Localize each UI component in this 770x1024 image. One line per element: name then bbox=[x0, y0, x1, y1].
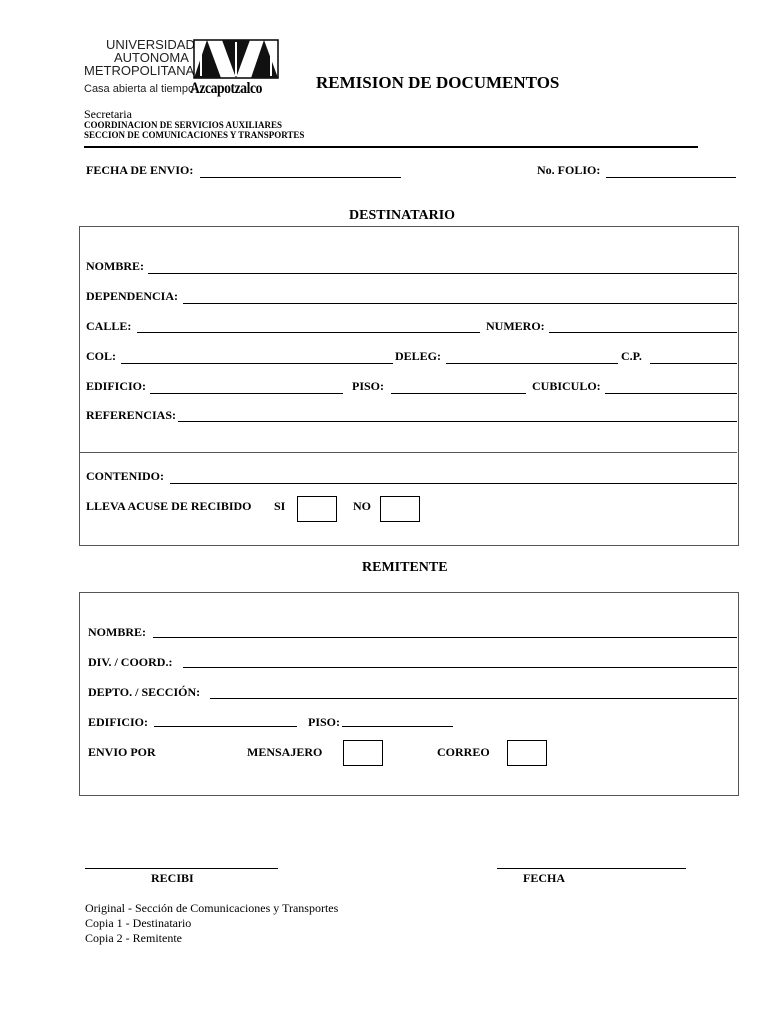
dest-col-field[interactable] bbox=[121, 363, 393, 364]
logo-tagline: Casa abierta al tiempo bbox=[84, 83, 195, 95]
mensajero-checkbox[interactable] bbox=[343, 740, 383, 766]
dest-nombre-label: NOMBRE: bbox=[86, 259, 144, 273]
folio-field[interactable] bbox=[606, 177, 736, 178]
envio-por-label: ENVIO POR bbox=[88, 745, 156, 759]
header-divider bbox=[84, 146, 698, 148]
dest-col-label: COL: bbox=[86, 349, 116, 363]
fecha-envio-label: FECHA DE ENVIO: bbox=[86, 163, 194, 177]
recibi-signature-line[interactable] bbox=[85, 868, 278, 869]
logo-campus: Azcapotzalco bbox=[190, 80, 262, 97]
logo-line-1: UNIVERSIDAD bbox=[106, 37, 195, 52]
dest-calle-label: CALLE: bbox=[86, 319, 132, 333]
copy-original: Original - Sección de Comunicaciones y Transportes bbox=[85, 901, 339, 915]
dest-cubiculo-field[interactable] bbox=[605, 393, 737, 394]
copy-2: Copia 2 - Remitente bbox=[85, 931, 182, 945]
uam-emblem-icon bbox=[193, 38, 279, 80]
dest-nombre-field[interactable] bbox=[148, 273, 737, 274]
acuse-no-label: NO bbox=[353, 499, 371, 513]
rem-depto-field[interactable] bbox=[210, 698, 737, 699]
dest-dependencia-field[interactable] bbox=[183, 303, 737, 304]
acuse-no-checkbox[interactable] bbox=[380, 496, 420, 522]
correo-label: CORREO bbox=[437, 745, 490, 759]
dest-referencias-field[interactable] bbox=[178, 421, 737, 422]
dest-dependencia-label: DEPENDENCIA: bbox=[86, 289, 179, 303]
rem-nombre-label: NOMBRE: bbox=[88, 625, 146, 639]
copy-1: Copia 1 - Destinatario bbox=[85, 916, 192, 930]
destinatario-divider bbox=[80, 452, 737, 453]
dest-deleg-label: DELEG: bbox=[395, 349, 442, 363]
department-label: Secretaria bbox=[84, 107, 132, 121]
rem-edificio-field[interactable] bbox=[154, 726, 297, 727]
coordination-label: COORDINACION DE SERVICIOS AUXILIARES bbox=[84, 120, 282, 130]
correo-checkbox[interactable] bbox=[507, 740, 547, 766]
dest-piso-field[interactable] bbox=[391, 393, 526, 394]
dest-cp-field[interactable] bbox=[650, 363, 737, 364]
fecha-envio-field[interactable] bbox=[200, 177, 401, 178]
folio-label: No. FOLIO: bbox=[537, 163, 601, 177]
recibi-label: RECIBI bbox=[151, 871, 194, 885]
dest-numero-field[interactable] bbox=[549, 332, 737, 333]
logo-line-2: AUTONOMA bbox=[114, 50, 189, 65]
dest-numero-label: NUMERO: bbox=[486, 319, 545, 333]
rem-depto-label: DEPTO. / SECCIÓN: bbox=[88, 685, 201, 699]
fecha-label: FECHA bbox=[523, 871, 565, 885]
dest-referencias-label: REFERENCIAS: bbox=[86, 408, 177, 422]
dest-calle-field[interactable] bbox=[137, 332, 480, 333]
logo-line-3: METROPOLITANA bbox=[84, 63, 195, 78]
rem-div-coord-field[interactable] bbox=[183, 667, 737, 668]
dest-contenido-label: CONTENIDO: bbox=[86, 469, 165, 483]
rem-div-coord-label: DIV. / COORD.: bbox=[88, 655, 173, 669]
mensajero-label: MENSAJERO bbox=[247, 745, 323, 759]
rem-edificio-label: EDIFICIO: bbox=[88, 715, 149, 729]
acuse-si-label: SI bbox=[274, 499, 286, 513]
rem-nombre-field[interactable] bbox=[153, 637, 737, 638]
dest-cubiculo-label: CUBICULO: bbox=[532, 379, 601, 393]
page-title: REMISION DE DOCUMENTOS bbox=[316, 73, 560, 92]
dest-contenido-field[interactable] bbox=[170, 483, 737, 484]
rem-piso-label: PISO: bbox=[308, 715, 341, 729]
remitente-heading: REMITENTE bbox=[362, 560, 448, 575]
acuse-si-checkbox[interactable] bbox=[297, 496, 337, 522]
acuse-label: LLEVA ACUSE DE RECIBIDO bbox=[86, 499, 252, 513]
section-label: SECCION DE COMUNICACIONES Y TRANSPORTES bbox=[84, 130, 305, 140]
dest-cp-label: C.P. bbox=[621, 349, 642, 363]
dest-edificio-label: EDIFICIO: bbox=[86, 379, 147, 393]
fecha-signature-line[interactable] bbox=[497, 868, 686, 869]
rem-piso-field[interactable] bbox=[342, 726, 453, 727]
dest-piso-label: PISO: bbox=[352, 379, 385, 393]
destinatario-heading: DESTINATARIO bbox=[349, 208, 456, 223]
dest-edificio-field[interactable] bbox=[150, 393, 343, 394]
dest-deleg-field[interactable] bbox=[446, 363, 618, 364]
